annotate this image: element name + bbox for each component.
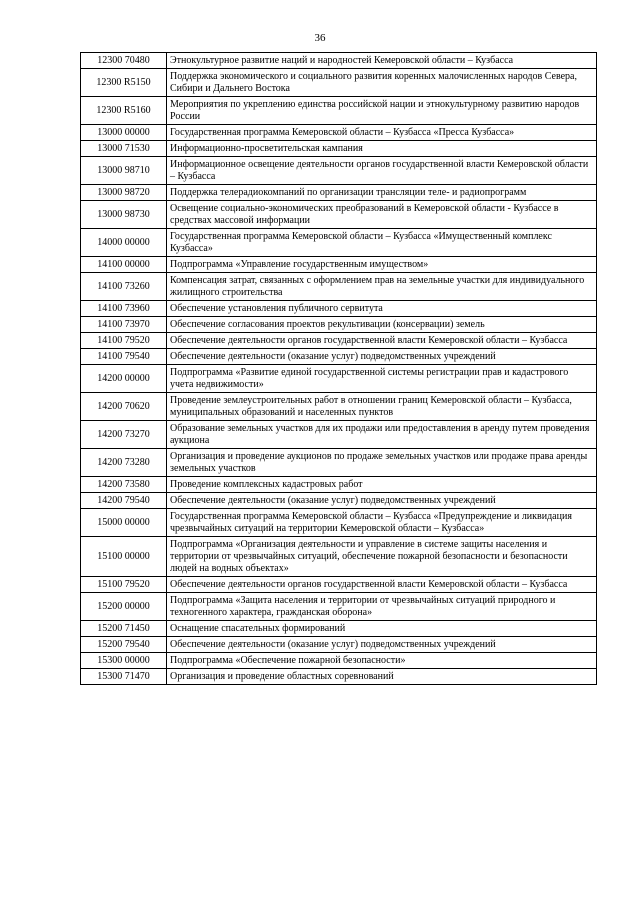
row-name: Информационное освещение деятельности органов государственной власти Кемеровской области – Кузбасса: [167, 157, 597, 185]
row-name: Оснащение спасательных формирований: [167, 621, 597, 637]
row-code: 14200 70620: [81, 393, 167, 421]
row-code: 14200 73280: [81, 449, 167, 477]
row-name: Подпрограмма «Защита населения и территории от чрезвычайных ситуаций природного и техногенного характера, гражданская оборона»: [167, 593, 597, 621]
row-code: 15300 00000: [81, 653, 167, 669]
row-name: Обеспечение согласования проектов рекультивации (консервации) земель: [167, 317, 597, 333]
table-row: [81, 229, 597, 257]
row-code: 15100 79520: [81, 577, 167, 593]
table-body: [81, 53, 597, 685]
table-row: [81, 125, 597, 141]
row-name: Подпрограмма «Управление государственным имуществом»: [167, 257, 597, 273]
row-name: Проведение землеустроительных работ в отношении границ Кемеровской области – Кузбасса, муниципальных образований и населенных пунктов: [167, 393, 597, 421]
table-row: [81, 365, 597, 393]
row-code: 14100 73260: [81, 273, 167, 301]
table-row: [81, 509, 597, 537]
table-row: [81, 653, 597, 669]
row-name: Образование земельных участков для их продажи или предоставления в аренду путем проведения аукциона: [167, 421, 597, 449]
table-row: [81, 333, 597, 349]
row-code: 15000 00000: [81, 509, 167, 537]
row-name: Мероприятия по укреплению единства российской нации и этнокультурному развитию народов России: [167, 97, 597, 125]
row-name: Обеспечение деятельности (оказание услуг) подведомственных учреждений: [167, 349, 597, 365]
row-code: 14200 73580: [81, 477, 167, 493]
row-name: Обеспечение деятельности (оказание услуг) подведомственных учреждений: [167, 493, 597, 509]
row-code: 14100 73960: [81, 301, 167, 317]
row-name: Обеспечение деятельности органов государственной власти Кемеровской области – Кузбасса: [167, 577, 597, 593]
row-code: 15200 00000: [81, 593, 167, 621]
table-row: [81, 637, 597, 653]
table-row: [81, 69, 597, 97]
row-name: Поддержка экономического и социального развития коренных малочисленных народов Севера, Сибири и Дальнего Востока: [167, 69, 597, 97]
row-name: Информационно-просветительская кампания: [167, 141, 597, 157]
table-row: [81, 317, 597, 333]
row-name: Обеспечение установления публичного сервитута: [167, 301, 597, 317]
row-code: 13000 00000: [81, 125, 167, 141]
table-row: [81, 257, 597, 273]
row-code: 13000 98710: [81, 157, 167, 185]
table-row: [81, 349, 597, 365]
table-row: [81, 421, 597, 449]
row-name: Подпрограмма «Организация деятельности и управление в системе защиты населения и территории от чрезвычайных ситуаций, обеспечение пожарной безопасности и безопасности людей на водных объектах»: [167, 537, 597, 577]
row-code: 15200 79540: [81, 637, 167, 653]
row-code: 12300 70480: [81, 53, 167, 69]
table-row: [81, 669, 597, 685]
row-code: 14200 73270: [81, 421, 167, 449]
row-code: 13000 98730: [81, 201, 167, 229]
row-code: 15200 71450: [81, 621, 167, 637]
row-name: Подпрограмма «Развитие единой государственной системы регистрации прав и кадастрового учета недвижимости»: [167, 365, 597, 393]
table-row: [81, 273, 597, 301]
budget-classification-table: [80, 52, 597, 685]
row-name: Обеспечение деятельности органов государственной власти Кемеровской области – Кузбасса: [167, 333, 597, 349]
table-row: [81, 577, 597, 593]
row-name: Государственная программа Кемеровской области – Кузбасса «Предупреждение и ликвидация чрезвычайных ситуаций на территории Кемеровской области – Кузбасса»: [167, 509, 597, 537]
table-row: [81, 477, 597, 493]
row-code: 14100 00000: [81, 257, 167, 273]
row-code: 14200 00000: [81, 365, 167, 393]
table-row: [81, 53, 597, 69]
table-row: [81, 449, 597, 477]
row-code: 14100 79540: [81, 349, 167, 365]
row-name: Государственная программа Кемеровской области – Кузбасса «Пресса Кузбасса»: [167, 125, 597, 141]
row-code: 14000 00000: [81, 229, 167, 257]
table-row: [81, 157, 597, 185]
row-name: Поддержка телерадиокомпаний по организации трансляции теле- и радиопрограмм: [167, 185, 597, 201]
row-name: Подпрограмма «Обеспечение пожарной безопасности»: [167, 653, 597, 669]
row-code: 14100 73970: [81, 317, 167, 333]
table-row: [81, 301, 597, 317]
row-code: 15300 71470: [81, 669, 167, 685]
table-row: [81, 593, 597, 621]
row-name: Обеспечение деятельности (оказание услуг) подведомственных учреждений: [167, 637, 597, 653]
row-code: 13000 71530: [81, 141, 167, 157]
row-name: Проведение комплексных кадастровых работ: [167, 477, 597, 493]
row-name: Освещение социально-экономических преобразований в Кемеровской области - Кузбассе в средствах массовой информации: [167, 201, 597, 229]
row-name: Этнокультурное развитие наций и народностей Кемеровской области – Кузбасса: [167, 53, 597, 69]
table-row: [81, 97, 597, 125]
table-row: [81, 493, 597, 509]
row-name: Компенсация затрат, связанных с оформлением прав на земельные участки для индивидуального жилищного строительства: [167, 273, 597, 301]
table-row: [81, 393, 597, 421]
table-row: [81, 537, 597, 577]
table-row: [81, 621, 597, 637]
row-name: Организация и проведение аукционов по продаже земельных участков или продаже права аренды земельных участков: [167, 449, 597, 477]
table-row: [81, 185, 597, 201]
row-code: 12300 R5150: [81, 69, 167, 97]
table-row: [81, 201, 597, 229]
page-number: 36: [314, 32, 326, 44]
row-code: 13000 98720: [81, 185, 167, 201]
row-code: 12300 R5160: [81, 97, 167, 125]
row-code: 14200 79540: [81, 493, 167, 509]
row-name: Организация и проведение областных соревнований: [167, 669, 597, 685]
row-name: Государственная программа Кемеровской области – Кузбасса «Имущественный комплекс Кузбасса»: [167, 229, 597, 257]
row-code: 15100 00000: [81, 537, 167, 577]
row-code: 14100 79520: [81, 333, 167, 349]
table-row: [81, 141, 597, 157]
